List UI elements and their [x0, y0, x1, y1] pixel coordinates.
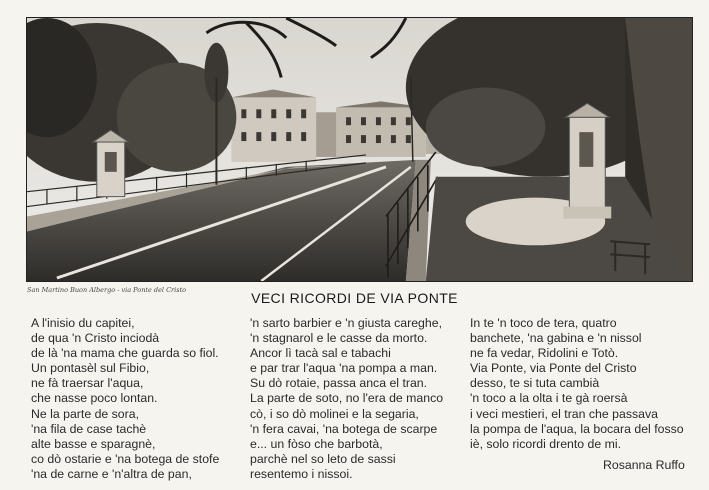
poem-line: 'n sarto barbier e 'n giusta careghe,: [250, 316, 442, 330]
poem-line: 'n stagnarol e le casse da morto.: [250, 331, 428, 346]
left-shrine: [93, 130, 129, 196]
poem-line: ne fà traersar l'aqua,: [31, 376, 144, 391]
street-photo: [26, 17, 693, 282]
poem-line: parchè nel so leto de sassi: [250, 451, 396, 466]
photo-caption: San Martino Buon Albergo - via Ponte del Cristo: [27, 286, 187, 294]
poem-line: che nasse poco lontan.: [31, 391, 158, 406]
poem-line: ne fa vedar, Ridolini e Totò.: [470, 346, 619, 361]
poem-line: de qua 'n Cristo inciodà: [31, 331, 160, 346]
poem-line: In te 'n toco de tera, quatro: [470, 316, 617, 330]
poem-line: 'na de carne e 'n'altra de pan,: [31, 466, 192, 481]
poem-line: iè, solo ricordi drento de mi.: [470, 436, 622, 451]
poem-line: 'n toco a la olta i te gà roersà: [470, 391, 628, 406]
poem-line: banchete, 'na gabina e 'n nissol: [470, 331, 642, 346]
poem-line: Un pontasèl sul Fibio,: [31, 361, 150, 376]
poem-line: e... un fòso che barbotà,: [250, 436, 383, 451]
poem-line: cò, i so dò molinei e la segaria,: [250, 406, 419, 421]
poem-line: Ne la parte de sora,: [31, 406, 140, 421]
poem-column-2: [250, 316, 443, 482]
poem-author: Rosanna Ruffo: [603, 458, 685, 472]
poem-column-1: [31, 316, 219, 482]
poem-line: 'na fila de case tachè: [31, 421, 147, 436]
poem-title: VECI RICORDI DE VIA PONTE: [251, 290, 458, 306]
right-shrine: [563, 103, 611, 218]
street-photo-drawing: [27, 18, 692, 281]
poem-line: A l'inisio du capitei,: [31, 316, 135, 330]
poem-line: la pompa de l'aqua, la bocara del fosso: [470, 421, 684, 436]
poem-line: resentemo i nissoi.: [250, 466, 353, 481]
poem-line: i veci mestieri, el tran che passava: [470, 406, 658, 421]
poem-line: Via Ponte, via Ponte del Cristo: [470, 361, 637, 376]
poem-line: desso, te si tuta cambià: [470, 376, 600, 391]
poem-line: Su dò rotaie, passa anca el tran.: [250, 376, 428, 391]
poem-line: co dò ostarie e 'na botega de stofe: [31, 451, 220, 466]
poem-column-3: [470, 316, 684, 452]
poem-line: de là 'na mama che guarda so fiol.: [31, 346, 219, 361]
poem-line: e par trar l'aqua 'na pompa a man.: [250, 361, 438, 376]
poem-line: alte basse e sparagnè,: [31, 436, 156, 451]
poem-line: La parte de soto, no l'era de manco: [250, 391, 444, 406]
poem-line: 'n fera cavai, 'na botega de scarpe: [250, 421, 438, 436]
poem-line: Ancor lì tacà sal e tabachi: [250, 346, 391, 361]
